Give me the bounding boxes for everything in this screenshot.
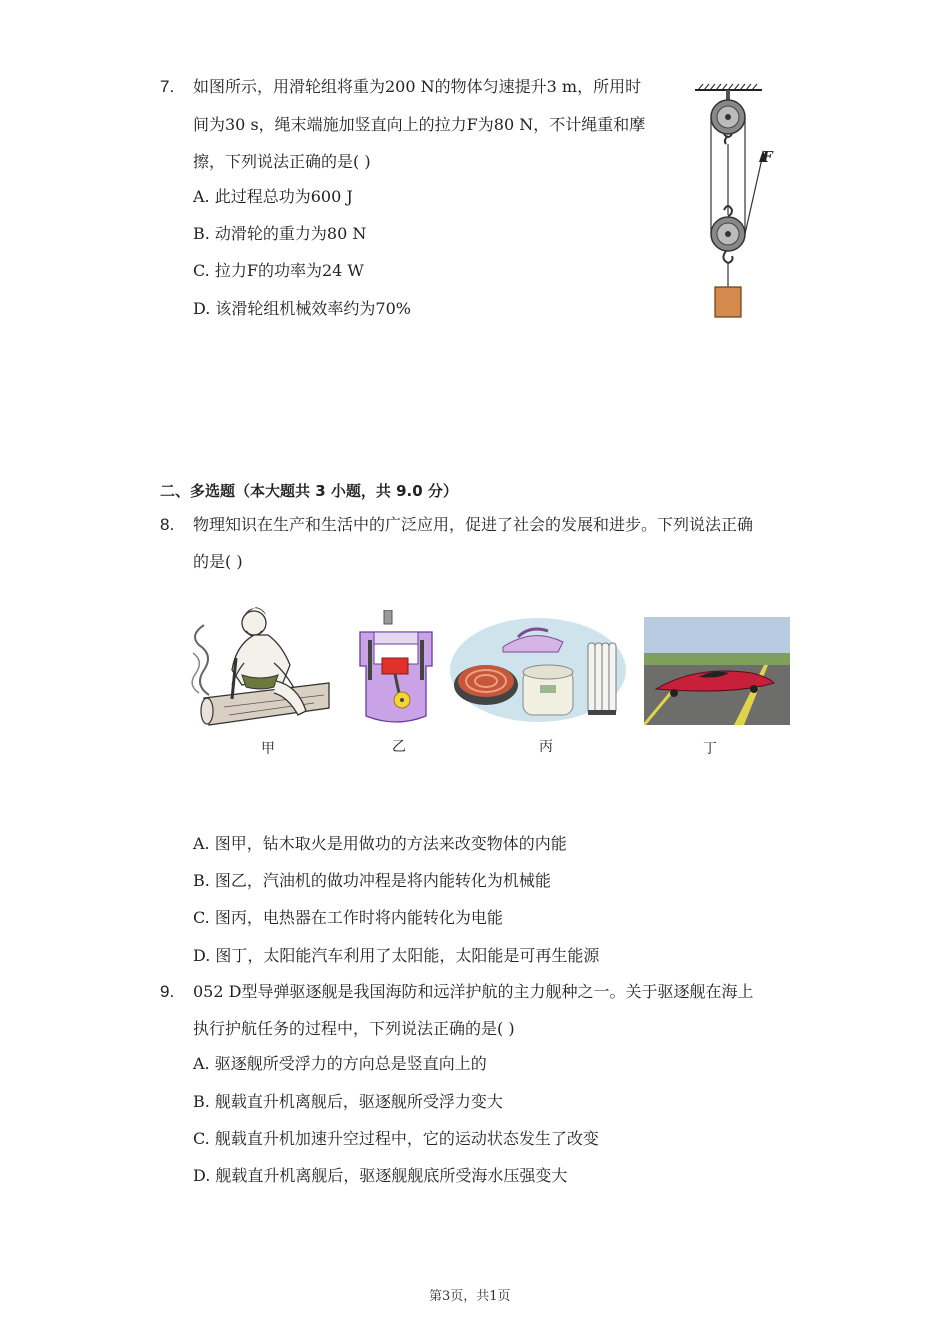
question-7-stem-line-2: 间为30 s，绳末端施加竖直向上的拉力F为80 N，不计绳重和摩 [193, 115, 646, 134]
question-8-option-c: C. 图丙，电热器在工作时将内能转化为电能 [193, 908, 503, 927]
question-9-stem-line-2: 执行护航任务的过程中，下列说法正确的是( ) [193, 1019, 515, 1038]
force-f-label: F [762, 148, 773, 166]
question-9-option-b: B. 舰载直升机离舰后，驱逐舰所受浮力变大 [193, 1092, 503, 1111]
figure-ding-solar-car [644, 617, 790, 725]
figure-caption-yi: 乙 [392, 739, 406, 755]
figure-bing-electric-heaters [448, 615, 628, 725]
figure-caption-ding: 丁 [703, 741, 717, 757]
question-7-option-c: C. 拉力F的功率为24 W [193, 261, 364, 280]
question-9-option-c: C. 舰载直升机加速升空过程中，它的运动状态发生了改变 [193, 1129, 599, 1148]
pulley-system-figure [690, 82, 780, 322]
question-7-stem-line-3: 擦，下列说法正确的是( ) [193, 152, 371, 171]
figure-caption-bing: 丙 [539, 739, 553, 755]
question-7-option-a: A. 此过程总功为600 J [193, 187, 353, 206]
question-7-option-d: D. 该滑轮组机械效率约为70% [193, 299, 411, 318]
question-7-number: 7. [160, 77, 175, 96]
question-8-number: 8. [160, 515, 175, 534]
question-8-stem-line-1: 物理知识在生产和生活中的广泛应用，促进了社会的发展和进步。下列说法正确 [193, 515, 754, 534]
question-9-option-a: A. 驱逐舰所受浮力的方向总是竖直向上的 [193, 1054, 487, 1073]
page-footer: 第3页，共1页 [429, 1289, 511, 1304]
figure-jia-fire-drill [184, 603, 332, 730]
question-7-option-b: B. 动滑轮的重力为80 N [193, 224, 367, 243]
question-9-stem-line-1: 052 D型导弹驱逐舰是我国海防和远洋护航的主力舰种之一。关于驱逐舰在海上 [193, 982, 754, 1001]
section-2-title: 二、多选题（本大题共 3 小题，共 9.0 分） [160, 482, 458, 500]
question-8-option-b: B. 图乙，汽油机的做功冲程是将内能转化为机械能 [193, 871, 551, 890]
question-8-option-a: A. 图甲，钻木取火是用做功的方法来改变物体的内能 [193, 834, 567, 853]
question-7-stem-line-1: 如图所示，用滑轮组将重为200 N的物体匀速提升3 m，所用时 [193, 77, 642, 96]
question-9-option-d: D. 舰载直升机离舰后，驱逐舰舰底所受海水压强变大 [193, 1166, 568, 1185]
question-8-option-d: D. 图丁，太阳能汽车利用了太阳能，太阳能是可再生能源 [193, 946, 600, 965]
figure-yi-engine-cylinder [356, 610, 436, 725]
question-8-stem-line-2: 的是( ) [193, 552, 243, 571]
question-9-number: 9. [160, 982, 175, 1001]
figure-caption-jia: 甲 [261, 741, 275, 757]
